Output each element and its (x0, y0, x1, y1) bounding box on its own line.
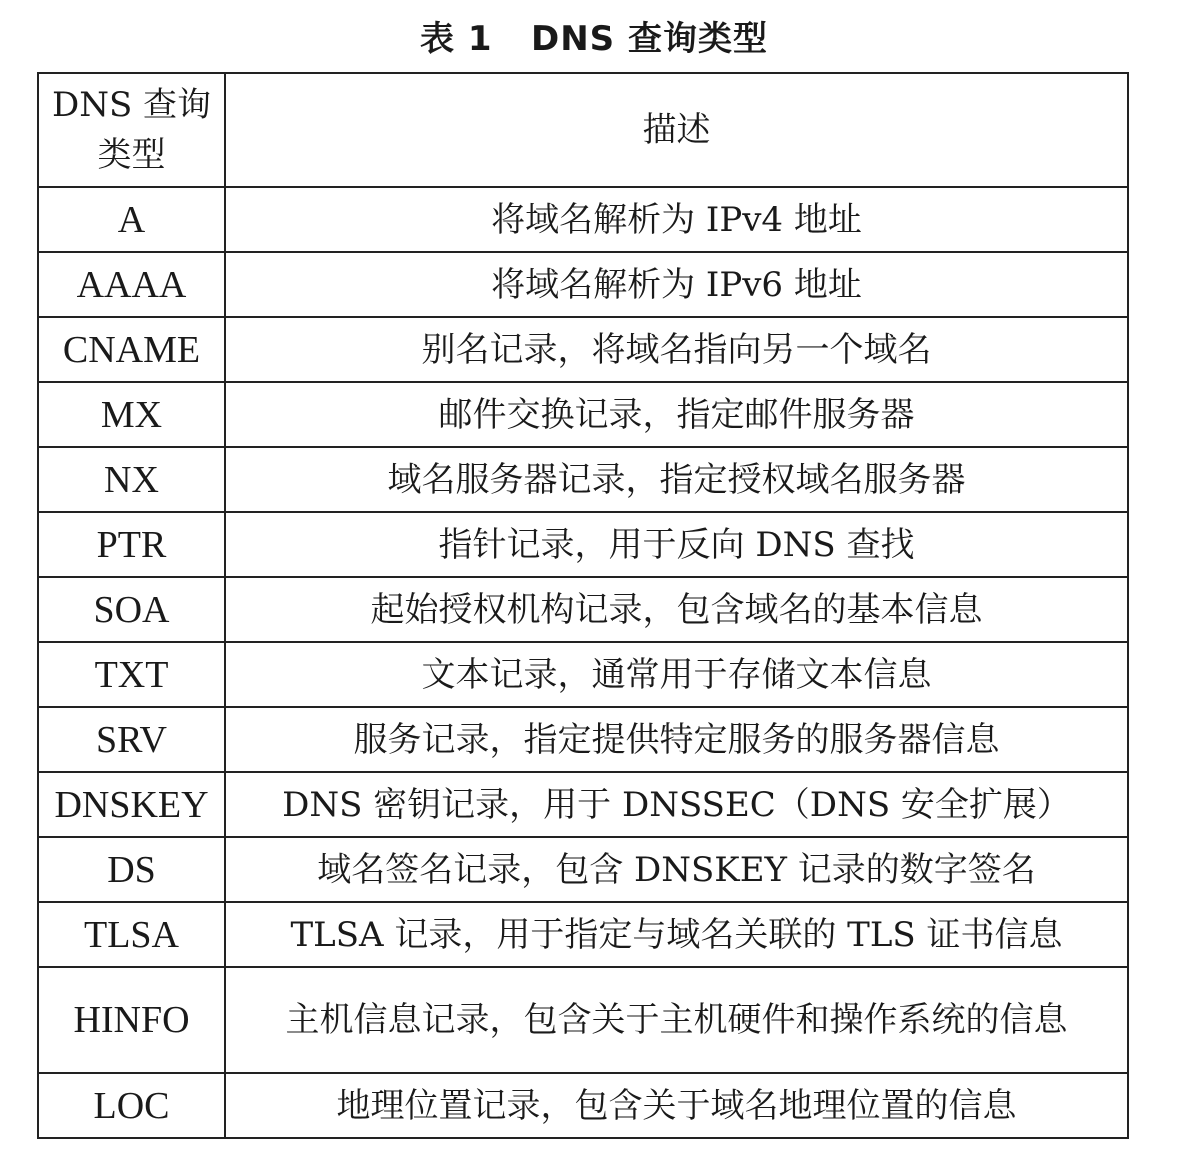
record-type-cell: SRV (38, 707, 225, 772)
record-description-cell: 服务记录，指定提供特定服务的服务器信息 (225, 707, 1128, 772)
header-query-type: DNS 查询类型 (38, 73, 225, 187)
table-row (38, 967, 1128, 1073)
record-description-cell: 地理位置记录，包含关于域名地理位置的信息 (225, 1073, 1128, 1138)
record-description-cell: 主机信息记录，包含关于主机硬件和操作系统的信息 (225, 967, 1128, 1073)
table-row (38, 577, 1128, 642)
table-row (38, 1073, 1128, 1138)
record-description-cell: 域名服务器记录，指定授权域名服务器 (225, 447, 1128, 512)
table-row (38, 707, 1128, 772)
table-row (38, 642, 1128, 707)
record-type-cell: MX (38, 382, 225, 447)
record-type-cell: TXT (38, 642, 225, 707)
table-row (38, 512, 1128, 577)
record-type-cell: HINFO (38, 967, 225, 1073)
table-row (38, 317, 1128, 382)
table-row (38, 837, 1128, 902)
record-description-cell: 将域名解析为 IPv4 地址 (225, 187, 1128, 252)
record-type-cell: TLSA (38, 902, 225, 967)
header-description: 描述 (225, 73, 1128, 187)
table-row (38, 902, 1128, 967)
record-type-cell: SOA (38, 577, 225, 642)
record-type-cell: A (38, 187, 225, 252)
record-type-cell: PTR (38, 512, 225, 577)
table-row (38, 772, 1128, 837)
record-description-cell: 将域名解析为 IPv6 地址 (225, 252, 1128, 317)
record-description-cell: 起始授权机构记录，包含域名的基本信息 (225, 577, 1128, 642)
record-description-cell: 别名记录，将域名指向另一个域名 (225, 317, 1128, 382)
record-type-cell: DS (38, 837, 225, 902)
record-type-cell: DNSKEY (38, 772, 225, 837)
record-description-cell: 指针记录，用于反向 DNS 查找 (225, 512, 1128, 577)
record-description-cell: TLSA 记录，用于指定与域名关联的 TLS 证书信息 (225, 902, 1128, 967)
record-description-cell: 域名签名记录，包含 DNSKEY 记录的数字签名 (225, 837, 1128, 902)
table-caption: 表 1 DNS 查询类型 (419, 19, 768, 59)
table-header-row (38, 73, 1128, 187)
record-description-cell: 邮件交换记录，指定邮件服务器 (225, 382, 1128, 447)
record-type-cell: NX (38, 447, 225, 512)
record-type-cell: CNAME (38, 317, 225, 382)
record-type-cell: AAAA (38, 252, 225, 317)
dns-query-types-table (37, 72, 1129, 1139)
table-row (38, 447, 1128, 512)
record-description-cell: DNS 密钥记录，用于 DNSSEC（DNS 安全扩展） (225, 772, 1128, 837)
record-type-cell: LOC (38, 1073, 225, 1138)
record-description-cell: 文本记录，通常用于存储文本信息 (225, 642, 1128, 707)
table-row (38, 187, 1128, 252)
table-row (38, 382, 1128, 447)
table-row (38, 252, 1128, 317)
